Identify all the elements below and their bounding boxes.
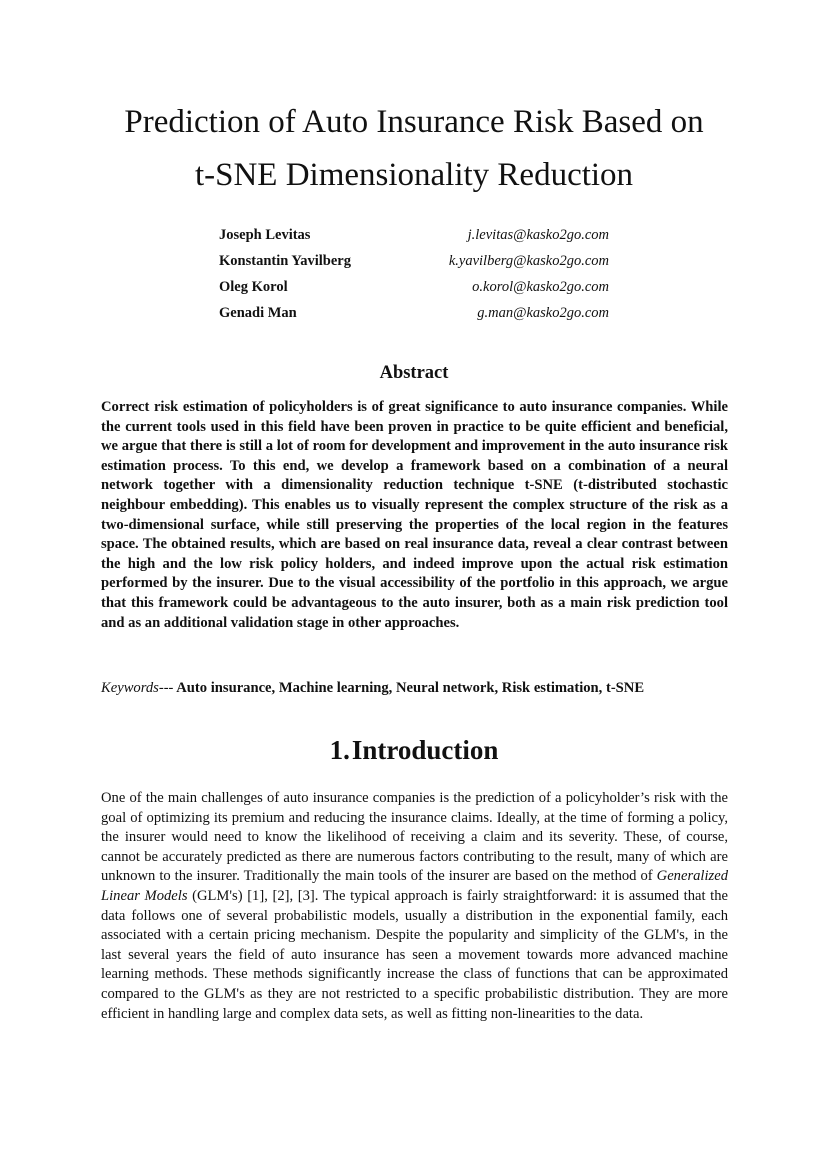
author-row bbox=[219, 300, 609, 326]
intro-paragraph bbox=[101, 789, 728, 1024]
title-line-1: Prediction of Auto Insurance Risk Based on bbox=[124, 104, 704, 140]
author-list bbox=[219, 222, 609, 326]
author-email: g.man@kasko2go.com bbox=[477, 305, 609, 321]
author-name: Joseph Levitas bbox=[219, 227, 311, 243]
author-row bbox=[219, 248, 609, 274]
paper-title bbox=[60, 96, 768, 202]
section-number: 1. bbox=[329, 735, 350, 765]
section-title: Introduction bbox=[351, 735, 499, 765]
author-row bbox=[219, 274, 609, 300]
keywords-line bbox=[101, 678, 741, 698]
author-name: Konstantin Yavilberg bbox=[219, 253, 351, 269]
section-heading bbox=[100, 730, 728, 770]
author-row bbox=[219, 222, 609, 248]
intro-text-part-1: One of the main challenges of auto insurance companies is the prediction of a policyholder’s risk with the goal of optimizing its premium and reducing the insurance claims. Ideally, at the time of forming a policy, the insurer would need to know the likelihood of receiving a claim and its severity. These, of course, cannot be accurately predicted as there are numerous factors contributing to the result, many of which are unknown to the insurer. Traditionally the main tools of the insurer are based on the method of bbox=[101, 790, 728, 885]
author-email: j.levitas@kasko2go.com bbox=[467, 227, 609, 243]
intro-emphasis: Generalized Linear Models bbox=[101, 868, 728, 904]
author-name: Oleg Korol bbox=[219, 279, 288, 295]
keywords-text: Auto insurance, Machine learning, Neural network, Risk estimation, t-SNE bbox=[176, 680, 645, 696]
abstract-text: Correct risk estimation of policyholders is of great significance to auto insurance companies. While the current tools used in this field have been proven in practice to be quite efficient and beneficial, we argue that there is still a lot of room for development and improvement in the auto insurance risk estimation process. To this end, we develop a framework based on a combination of a neural network together with a dimensionality reduction technique t-SNE (t-distributed stochastic neighbour embedding). This enables us to visually represent the complex structure of the risk as a two-dimensional surface, while still preserving the properties of the local region in the features space. The obtained results, which are based on real insurance data, reveal a clear contrast between the high and the low risk policy holders, and indeed improve upon the actual risk estimation performed by the insurer. Due to the visual accessibility of the portfolio in this approach, we argue that this framework could be advantageous to the auto insurer, both as a main risk prediction tool and as an additional validation stage in other approaches. bbox=[101, 399, 728, 631]
author-email: k.yavilberg@kasko2go.com bbox=[448, 253, 609, 269]
keywords-label: Keywords--- bbox=[101, 680, 174, 696]
intro-text-part-2: (GLM's) [1], [2], [3]. The typical approach is fairly straightforward: it is assumed that the data follows one of several probabilistic models, usually a distribution in the exponential family, each associated with a certain pricing mechanism. Despite the popularity and simplicity of the GLM's, in the last several years the field of auto insurance has seen a movement towards more advanced machine learning methods. These methods significantly increase the class of functions that can be approximated compared to the GLM's as they are not restricted to a specific probabilistic distribution. They are more efficient in handling large and complex data sets, as well as fitting non-linearities to the data. bbox=[101, 887, 728, 1022]
abstract-heading: Abstract bbox=[379, 363, 449, 383]
author-email: o.korol@kasko2go.com bbox=[472, 279, 609, 295]
author-name: Genadi Man bbox=[219, 305, 297, 321]
title-line-2: t-SNE Dimensionality Reduction bbox=[194, 157, 634, 193]
